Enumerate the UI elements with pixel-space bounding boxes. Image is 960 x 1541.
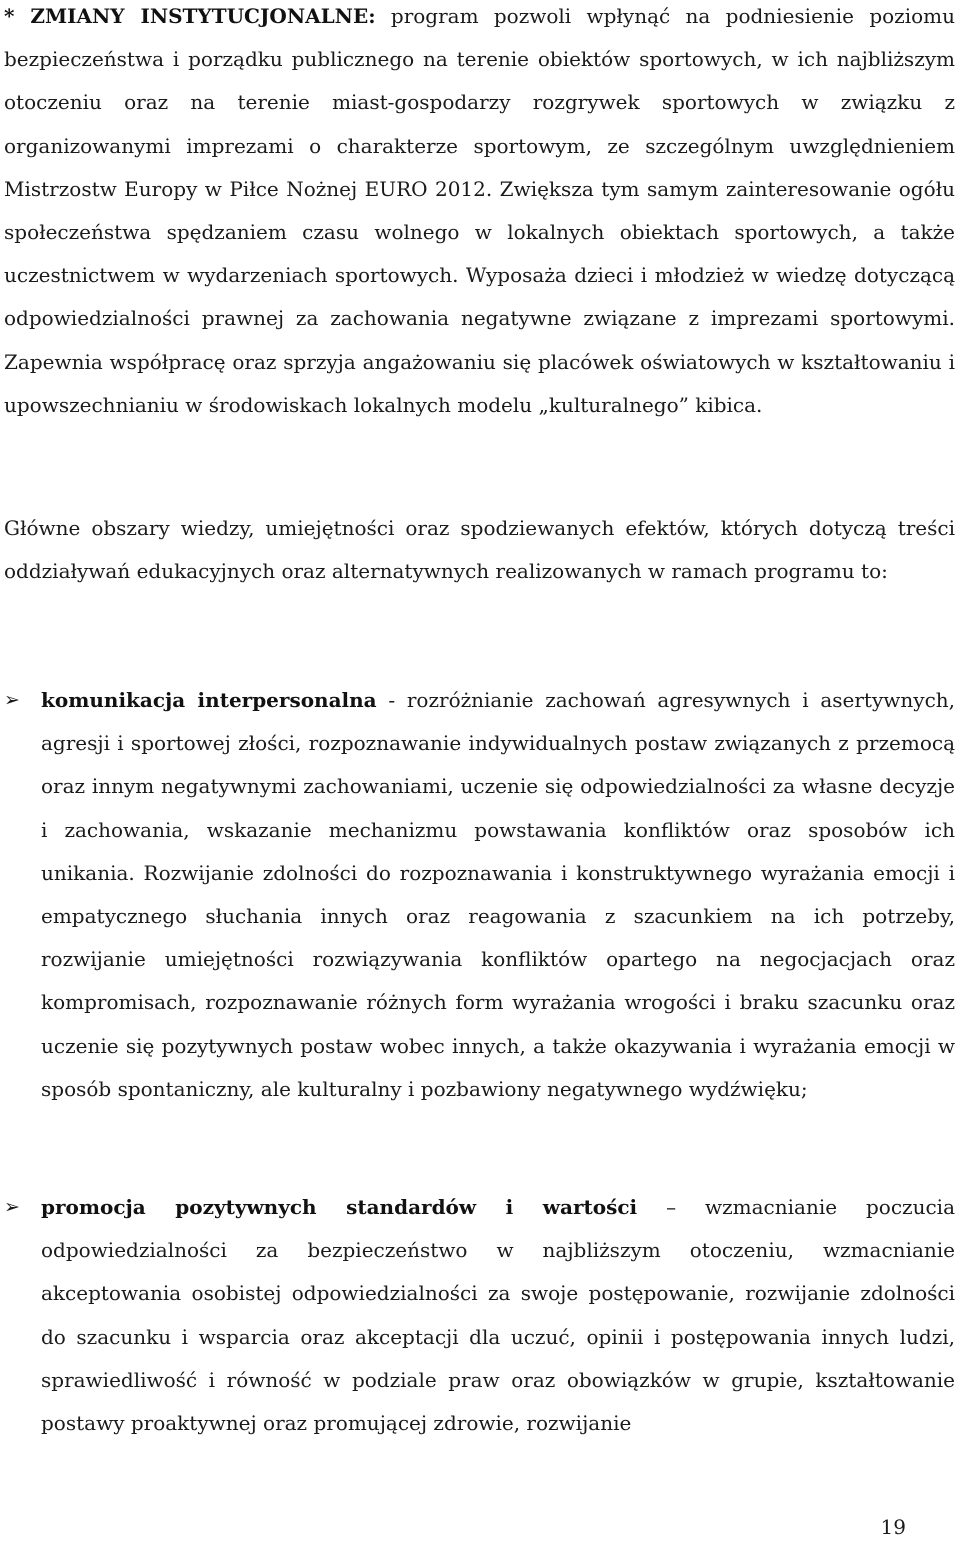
arrowhead-bullet-icon: ➢ xyxy=(4,1196,20,1218)
institutional-changes-text: program pozwoli wpłynąć na podniesienie poziomu bezpieczeństwa i porządku publicznego na terenie obiektów sportowych, w ich najbliższym otoczeniu oraz na terenie miast-gospodarzy rozgrywek sportowych w związku z organizowanymi imprezami o charakterze sportowym, ze szczególnym uwzględnieniem Mistrzostw Europy w Piłce Nożnej EURO 2012. Zwiększa tym samym zainteresowanie ogółu społeczeństwa spędzaniem czasu wolnego w lokalnych obiektach sportowych, a także uczestnictwem w wydarzeniach sportowych. Wyposaża dzieci i młodzież w wiedzę dotyczącą odpowiedzialności prawnej za zachowania negatywne związane z imprezami sportowymi. Zapewnia współpracę oraz sprzyja angażowaniu się placówek oświatowych w kształtowaniu i upowszechnianiu w środowiskach lokalnych modelu „kulturalnego” kibica. xyxy=(4,4,955,417)
institutional-changes-paragraph xyxy=(4,0,955,427)
list-item-positive-standards xyxy=(4,1186,955,1445)
list-item-description: – wzmacnianie poczucia odpowiedzialności za bezpieczeństwo w najbliższym otoczeniu, wzmacnianie akceptowania osobistej odpowiedzialności za swoje postępowanie, rozwijanie zdolności do szacunku i wsparcia oraz akceptacji dla uczuć, opinii i postępowania innych ludzi, sprawiedliwość i równość w podziale praw oraz obowiązków w grupie, kształtowanie postawy proaktywnej oraz promującej zdrowie, rozwijanie xyxy=(41,1195,955,1436)
list-item-interpersonal-communication xyxy=(4,679,955,1111)
program-areas-intro: Główne obszary wiedzy, umiejętności oraz spodziewanych efektów, których dotyczą treści oddziaływań edukacyjnych oraz alternatywnych realizowanych w ramach programu to: xyxy=(4,516,955,584)
institutional-changes-heading: * ZMIANY INSTYTUCJONALNE: xyxy=(4,4,376,28)
list-item-description: - rozróżnianie zachowań agresywnych i asertywnych, agresji i sportowej złości, rozpoznawanie indywidualnych postaw związanych z przemocą oraz innym negatywnymi zachowaniami, uczenie się odpowiedzialności za własne decyzje i zachowania, wskazanie mechanizmu powstawania konfliktów oraz sposobów ich unikania. Rozwijanie zdolności do rozpoznawania i konstruktywnego wyrażania emocji i empatycznego słuchania innych oraz reagowania z szacunkiem na ich potrzeby, rozwijanie umiejętności rozwiązywania konfliktów opartego na negocjacjach oraz kompromisach, rozpoznawanie różnych form wyrażania wrogości i braku szacunku oraz uczenie się pozytywnych postaw wobec innych, a także okazywania i wyrażania emocji w sposób spontaniczny, ale kulturalny i pozbawiony negatywnego wydźwięku; xyxy=(41,688,956,1101)
list-item-term: komunikacja interpersonalna xyxy=(41,688,377,712)
list-item-term: promocja pozytywnych standardów i wartości xyxy=(41,1195,638,1219)
list-item-text xyxy=(41,679,955,1111)
list-item-text xyxy=(41,1186,955,1445)
page-number: 19 xyxy=(880,1515,906,1539)
arrowhead-bullet-icon: ➢ xyxy=(4,689,20,711)
